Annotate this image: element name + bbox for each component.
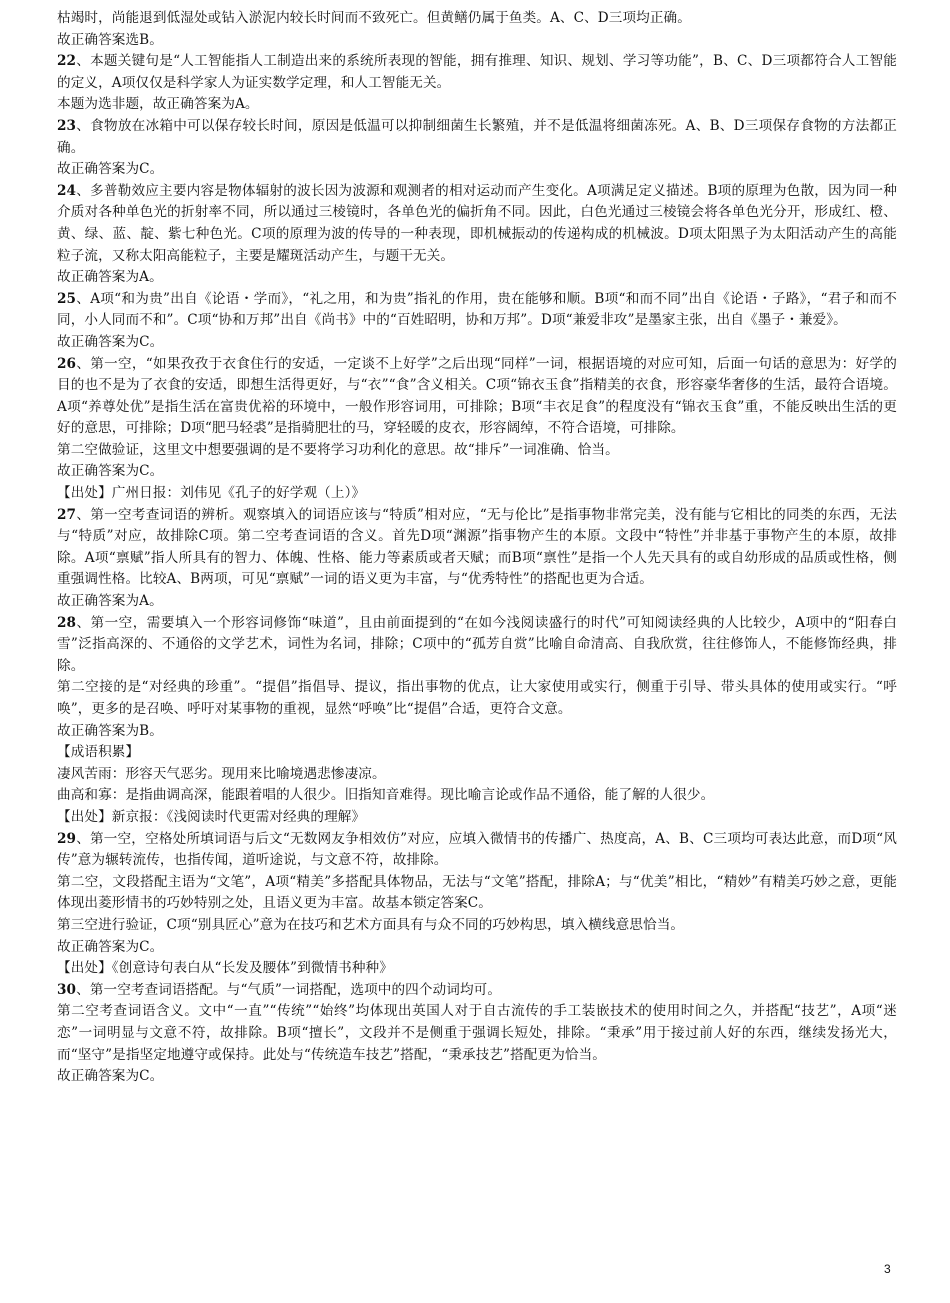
paragraph-text: 故正确答案为A。 [57,593,163,610]
question-number: 25 [57,290,77,307]
paragraph-text: 第二空接的是“对经典的珍重”。“提倡”指倡导、提议，指出事物的优点，让大家使用或实行，侧重于引导、带头具体的使用或实行。“呼唤”，更多的是召唤、呼吁对某事物的重视，显然“呼唤”比“提倡”合适，更符合文意。 [57,679,897,717]
paragraph-text: 、食物放在冰箱中可以保存较长时间，原因是低温可以抑制细菌生长繁殖，并不是低温将细菌冻死。A、B、D三项保存食物的方法都正确。 [57,117,897,156]
paragraph-text: 故正确答案为C。 [57,938,164,955]
question-number: 27 [57,506,77,523]
question-23-explanation [57,116,897,159]
source-line [57,958,897,980]
question-22-explanation [57,51,897,94]
paragraph-text: 、第一空，需要填入一个形容词修饰“味道”，且由前面提到的“在如今浅阅读盛行的时代”可知阅读经典的人比较少，A项中的“阳春白雪”泛指高深的、不通俗的文学艺术，词性为名词，排除；C项中的“孤芳自赏”比喻自命清高、自我欣赏，往往修饰人，不能修饰经典，排除。 [57,614,897,674]
answer-line [57,30,897,52]
paragraph-text: 第二空考查词语含义。文中“一直”“传统”“始终”均体现出英国人对于自古流传的手工装嵌技术的使用时间之久，并搭配“技艺”，A项“迷恋”一词明显与文意不符，故排除。B项“擅长”，文段并不是侧重于强调长短处，排除。“秉承”用于接过前人好的东西，继续发扬光大，而“坚守”是指坚定地遵守或保持。此处与“传统造车技艺”搭配，“秉承技艺”搭配更为恰当。 [57,1003,897,1063]
question-29-explanation [57,829,897,872]
paragraph-text: 、第一空考查词语搭配。与“气质”一词搭配，选项中的四个动词均可。 [76,981,502,998]
paragraph-text: 故正确答案为C。 [57,161,164,178]
question-number: 28 [57,614,77,631]
paragraph [57,1001,897,1066]
paragraph-text: 第二空，文段搭配主语为“文笔”，A项“精美”多搭配具体物品，无法与“文笔”搭配，排除A；与“优美”相比，“精妙”有精美巧妙之意，更能体现出菱形情书的巧妙特别之处，且语义更为丰富。故基本锁定答案C。 [57,873,897,912]
answer-line [57,1066,897,1088]
answer-line [57,94,897,116]
paragraph-text: 、第一空，“如果孜孜于衣食住行的安适，一定谈不上好学”之后出现“同样”一词，根据语境的对应可知，后面一句话的意思为：好学的目的也不是为了衣食的安适，即想生活得更好，与“衣”“食”含义相关。C项“锦衣玉食”指精美的衣食，形容豪华奢侈的生活，最符合语境。A项“养尊处优”是指生活在富贵优裕的环境中，一般作形容词用，可排除；B项“丰衣足食”的程度没有“锦衣玉食”重，不能反映出生活的更好的意思，可排除；D项“肥马轻裘”是指骑肥壮的马，穿轻暖的皮衣，形容阔绰，不符合语境，可排除。 [57,355,897,437]
paragraph-text: 故正确答案为C。 [57,463,164,480]
question-28-explanation [57,613,897,678]
paragraph-text: 第二空做验证，这里文中想要强调的是不要将学习功利化的意思。故“排斥”一词准确、恰当。 [57,441,619,458]
answer-line [57,937,897,959]
paragraph-text: 、A项“和为贵”出自《论语・学而》，“礼之用，和为贵”指礼的作用，贵在能够和顺。B项“和而不同”出自《论语・子路》，“君子和而不同，小人同而不和”。C项“协和万邦”出自《尚书》中的“百姓昭明，协和万邦”。D项“兼爱非攻”是墨家主张，出自《墨子・兼爱》。 [57,290,897,329]
paragraph [57,677,897,720]
answer-explanations [57,8,897,1088]
question-number: 26 [57,355,77,372]
paragraph-text: 曲高和寡：是指曲调高深，能跟着唱的人很少。旧指知音难得。现比喻言论或作品不通俗，能了解的人很少。 [57,787,715,804]
paragraph-text: 【出处】广州日报：刘伟见《孔子的好学观（上）》 [57,485,366,502]
paragraph-text: 故正确答案为A。 [57,269,163,286]
question-26-explanation [57,354,897,440]
question-30-explanation [57,980,897,1002]
source-line [57,483,897,505]
paragraph-text: 本题为选非题，故正确答案为A。 [57,96,259,113]
answer-line [57,332,897,354]
paragraph-text: 故正确答案为C。 [57,333,164,350]
question-number: 22 [57,53,77,70]
idiom-entry [57,785,897,807]
answer-line [57,267,897,289]
paragraph [57,872,897,915]
paragraph-text: 、第一空考查词语的辨析。观察填入的词语应该与“特质”相对应，“无与伦比”是指事物非常完美，没有能与它相比的同类的东西，无法与“特质”对应，故排除C项。第二空考查词语的含义。首先D项“渊源”指事物产生的本原。文段中“特性”并非基于事物产生的本原，故排除。A项“禀赋”指人所具有的智力、体魄、性格、能力等素质或者天赋；而B项“禀性”是指一个人先天具有的或自幼形成的品质或性格，侧重强调性格。比较A、B两项，可见“禀赋”一词的语义更为丰富，与“优秀特性”的搭配也更为合适。 [57,506,897,588]
question-24-explanation [57,181,897,267]
question-27-explanation [57,505,897,591]
answer-line [57,159,897,181]
question-number: 29 [57,830,77,847]
paragraph-text: 【出处】《创意诗句表白从“长发及腰体”到微情书种种》 [57,960,393,977]
paragraph-text: 故正确答案选B。 [57,31,163,48]
source-line [57,807,897,829]
paragraph-text: 、本题关键句是“人工智能指人工制造出来的系统所表现的智能，拥有推理、知识、规划、学习等功能”，B、C、D三项都符合人工智能的定义，A项仅仅是科学家人为证实数学定理，和人工智能无关。 [57,53,897,91]
answer-line [57,721,897,743]
paragraph [57,915,897,937]
paragraph [57,440,897,462]
paragraph [57,8,897,30]
paragraph-text: 、多普勒效应主要内容是物体辐射的波长因为波源和观测者的相对运动而产生变化。A项满足定义描述。B项的原理为色散，因为同一种介质对各种单色光的折射率不同，所以通过三棱镜时，各单色光的偏折角不同。因此，白色光通过三棱镜会将各单色光分开，形成红、橙、黄、绿、蓝、靛、紫七种色光。C项的原理为波的传导的一种表现，即机械振动的传递构成的机械波。D项太阳黑子为太阳活动产生的高能粒子流，又称太阳高能粒子，主要是耀斑活动产生，与题干无关。 [57,182,897,264]
idiom-heading [57,742,897,764]
answer-line [57,591,897,613]
paragraph-text: 枯竭时，尚能退到低湿处或钻入淤泥内较长时间而不致死亡。但黄鳝仍属于鱼类。A、C、D三项均正确。 [57,10,691,26]
idiom-entry [57,764,897,786]
answer-line [57,461,897,483]
question-number: 30 [57,981,77,998]
paragraph-text: 凄风苦雨：形容天气恶劣。现用来比喻境遇悲惨凄凉。 [57,765,386,782]
page-number: 3 [884,1262,891,1276]
paragraph-text: 故正确答案为B。 [57,722,163,739]
paragraph-text: 、第一空，空格处所填词语与后文“无数网友争相效仿”对应，应填入微情书的传播广、热度高，A、B、C三项均可表达此意，而D项“风传”意为辗转流传，也指传闻，道听途说，与文意不符，故排除。 [57,830,897,869]
paragraph-text: 【成语积累】 [57,744,140,761]
paragraph-text: 第三空进行验证，C项“别具匠心”意为在技巧和艺术方面具有与众不同的巧妙构思，填入横线意思恰当。 [57,916,685,933]
question-25-explanation [57,289,897,332]
question-number: 23 [57,117,77,134]
question-number: 24 [57,182,77,199]
paragraph-text: 【出处】新京报：《浅阅读时代更需对经典的理解》 [57,808,366,825]
paragraph-text: 故正确答案为C。 [57,1068,164,1085]
